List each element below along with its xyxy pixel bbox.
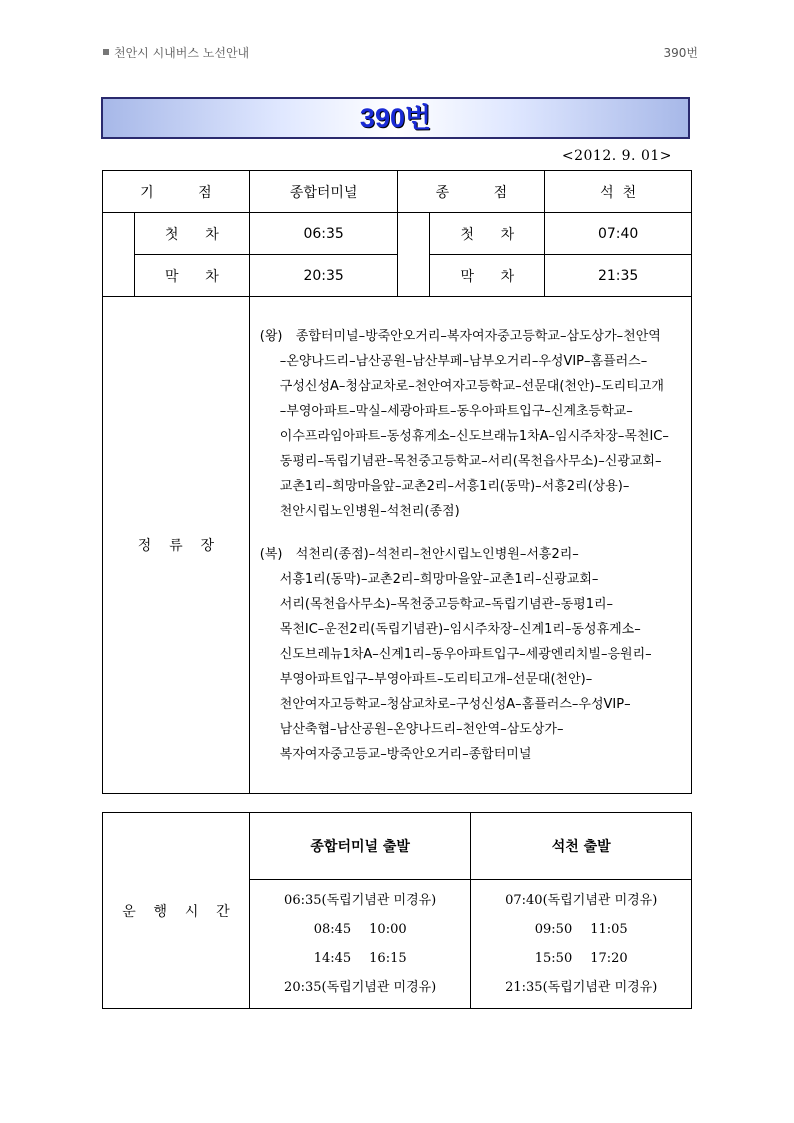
stops-list bbox=[249, 297, 691, 794]
start-point-label: 기 점 bbox=[103, 171, 250, 213]
outbound-line: 천안시립노인병원–석천리(종점) bbox=[279, 503, 460, 519]
time-row: 08:45 10:00 bbox=[313, 922, 407, 937]
effective-date: <2012. 9. 01> bbox=[561, 148, 672, 164]
outbound-line: 구성신성A–청삼교차로–천안여자고등학교–선문대(천안)–도리티고개 bbox=[279, 378, 664, 394]
route-info-table bbox=[102, 170, 692, 794]
spacer-cell bbox=[398, 213, 430, 297]
time-row: 21:35(독립기념관 미경유) bbox=[505, 980, 658, 995]
start-last-bus-time: 20:35 bbox=[249, 255, 398, 297]
spacer-cell bbox=[103, 213, 135, 297]
time-row: 06:35(독립기념관 미경유) bbox=[284, 893, 437, 908]
return-line: 복자여자중고등교–방죽안오거리–종합터미널 bbox=[279, 746, 532, 762]
return-line: 천안여자고등학교–청삼교차로–구성신성A–홈플러스–우성VIP– bbox=[279, 696, 631, 712]
outbound-line: 이수프라임아파트–동성휴게소–신도브래뉴1차A–임시주차장–목천IC– bbox=[279, 428, 669, 444]
time-row: 09:50 11:05 bbox=[534, 922, 628, 937]
return-line: 서흥1리(동막)–교촌2리–희망마을앞–교촌1리–신광교회– bbox=[279, 571, 599, 587]
time-row: 15:50 17:20 bbox=[534, 951, 628, 966]
time-row: 07:40(독립기념관 미경유) bbox=[505, 893, 658, 908]
last-bus-label-end: 막 차 bbox=[430, 255, 545, 297]
schedule-label: 운 행 시 간 bbox=[103, 813, 250, 1009]
page-header-right: 390번 bbox=[663, 46, 698, 60]
end-last-bus-time: 21:35 bbox=[545, 255, 692, 297]
end-first-bus-time: 07:40 bbox=[545, 213, 692, 255]
last-bus-label: 막 차 bbox=[134, 255, 249, 297]
return-line: 신도브레뉴1차A–신계1리–동우아파트입구–세광엔리치빌–응원리– bbox=[279, 646, 652, 662]
start-point-value: 종합터미널 bbox=[249, 171, 398, 213]
outbound-line: 교촌1리–희망마을앞–교촌2리–서흥1리(동막)–서흥2리(상용)– bbox=[279, 478, 630, 494]
outbound-line: 동평리–독립기념관–목천중고등학교–서리(목천읍사무소)–신광교회– bbox=[279, 453, 662, 469]
operation-schedule-table bbox=[102, 812, 692, 1009]
outbound-stops bbox=[260, 324, 687, 524]
time-row: 20:35(독립기념관 미경유) bbox=[284, 980, 437, 995]
square-bullet-icon bbox=[103, 49, 109, 55]
seokcheon-departure-header: 석천 출발 bbox=[471, 813, 692, 880]
return-line: 부영아파트입구–부영아파트–도리티고개–선문대(천안)– bbox=[279, 671, 593, 687]
first-bus-label-end: 첫 차 bbox=[430, 213, 545, 255]
return-stops bbox=[260, 542, 687, 767]
route-title: 390번 bbox=[359, 103, 432, 133]
start-first-bus-time: 06:35 bbox=[249, 213, 398, 255]
return-line: 남산축협–남산공원–온양나드리–천안역–삼도상가– bbox=[279, 721, 564, 737]
return-line: 서리(목천읍사무소)–목천중고등학교–독립기념관–동평1리– bbox=[279, 596, 614, 612]
time-row: 14:45 16:15 bbox=[313, 951, 407, 966]
return-line: (복) 석천리(종점)–석천리–천안시립노인병원–서흥2리– bbox=[259, 546, 579, 562]
terminal-departure-times bbox=[249, 880, 471, 1009]
header-doc-title: 천안시 시내버스 노선안내 bbox=[114, 46, 250, 60]
end-point-value: 석 천 bbox=[545, 171, 692, 213]
terminal-departure-header: 종합터미널 출발 bbox=[249, 813, 471, 880]
outbound-line: –부영아파트–막실–세광아파트–동우아파트입구–신계초등학교– bbox=[279, 403, 633, 419]
page-header-left bbox=[103, 44, 249, 61]
end-point-label: 종 점 bbox=[398, 171, 545, 213]
route-title-box bbox=[101, 97, 690, 139]
outbound-line: (왕) 종합터미널–방죽안오거리–복자여자중고등학교–삼도상가–천안역 bbox=[259, 328, 661, 344]
first-bus-label: 첫 차 bbox=[134, 213, 249, 255]
stops-label: 정 류 장 bbox=[103, 297, 250, 794]
outbound-line: –온양나드리–남산공원–남산부페–남부오거리–우성VIP–홈플러스– bbox=[279, 353, 648, 369]
seokcheon-departure-times bbox=[471, 880, 692, 1009]
return-line: 목천IC–운전2리(독립기념관)–임시주차장–신계1리–동성휴게소– bbox=[279, 621, 641, 637]
